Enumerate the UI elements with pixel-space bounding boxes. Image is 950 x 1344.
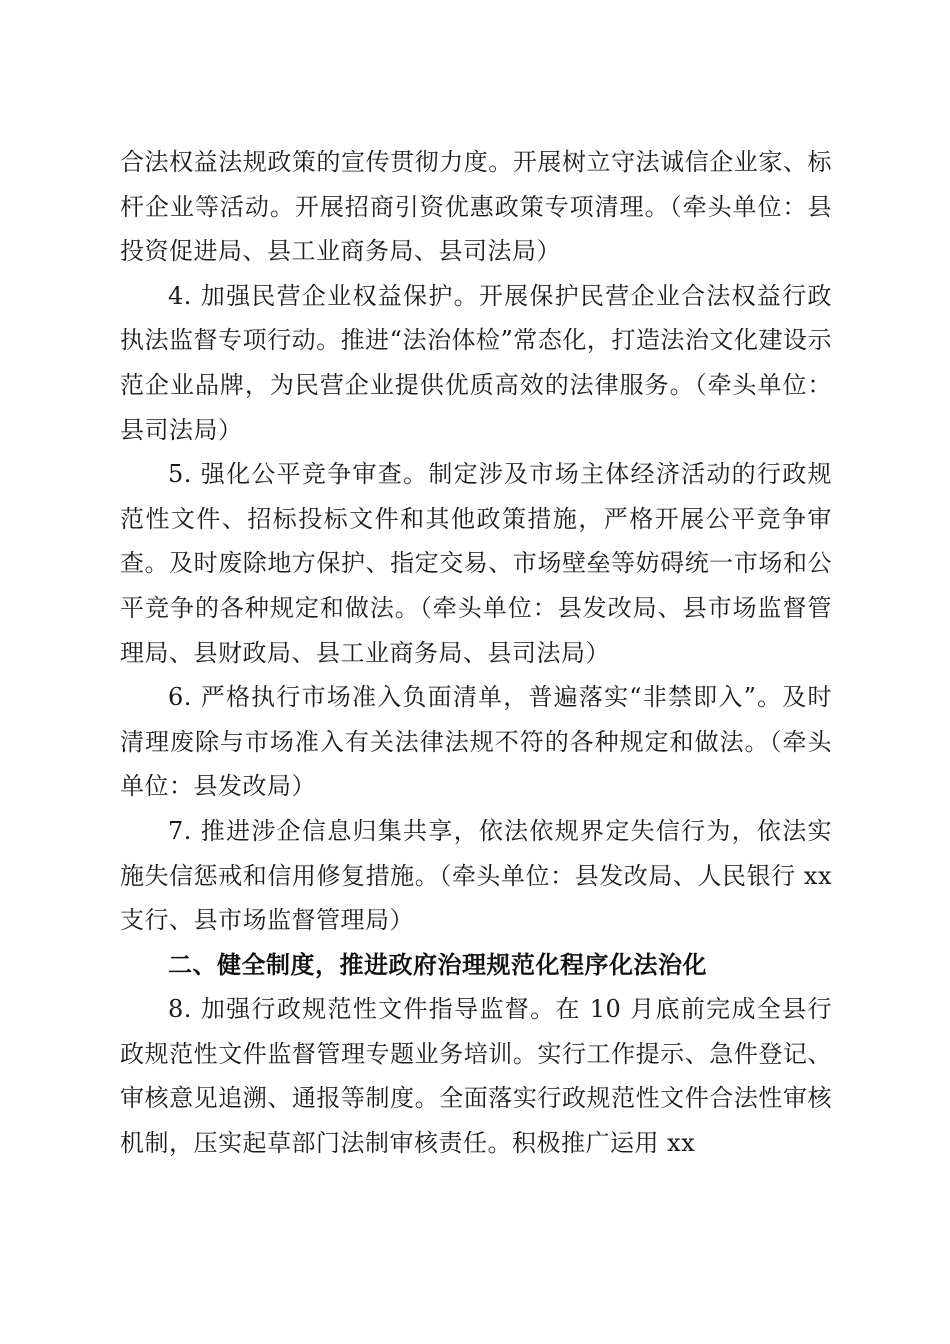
paragraph-continued: 合法权益法规政策的宣传贯彻力度。开展树立守法诚信企业家、标杆企业等活动。开展招商引资优惠政策专项清理。（牵头单位：县投资促进局、县工业商务局、县司法局） — [120, 148, 832, 266]
paragraph-item-7: 7. 推进涉企信息归集共享，依法依规界定失信行为，依法实施失信惩戒和信用修复措施。（牵头单位：县发改局、人民银行 xx 支行、县市场监督管理局） — [120, 816, 832, 935]
document-body — [120, 140, 832, 1166]
paragraph-item-5: 5. 强化公平竞争审查。制定涉及市场主体经济活动的行政规范性文件、招标投标文件和其他政策措施，严格开展公平竞争审查。及时废除地方保护、指定交易、市场壁垒等妨碍统一市场和公平竞争的各种规定和做法。（牵头单位：县发改局、县市场监督管理局、县财政局、县工业商务局、县司法局） — [120, 460, 832, 667]
paragraph-item-4: 4. 加强民营企业权益保护。开展保护民营企业合法权益行政执法监督专项行动。推进“法治体检”常态化，打造法治文化建设示范企业品牌，为民营企业提供优质高效的法律服务。（牵头单位：县司法局） — [120, 281, 832, 444]
paragraph-item-8: 8. 加强行政规范性文件指导监督。在 10 月底前完成全县行政规范性文件监督管理专题业务培训。实行工作提示、急件登记、审核意见追溯、通报等制度。全面落实行政规范性文件合法性审核机制，压实起草部门法制审核责任。积极推广运用 xx — [120, 995, 832, 1158]
section-heading: 二、健全制度，推进政府治理规范化程序化法治化 — [168, 950, 707, 979]
paragraph-item-6: 6. 严格执行市场准入负面清单，普遍落实“非禁即入”。及时清理废除与市场准入有关法律法规不符的各种规定和做法。（牵头单位：县发改局） — [120, 683, 832, 801]
